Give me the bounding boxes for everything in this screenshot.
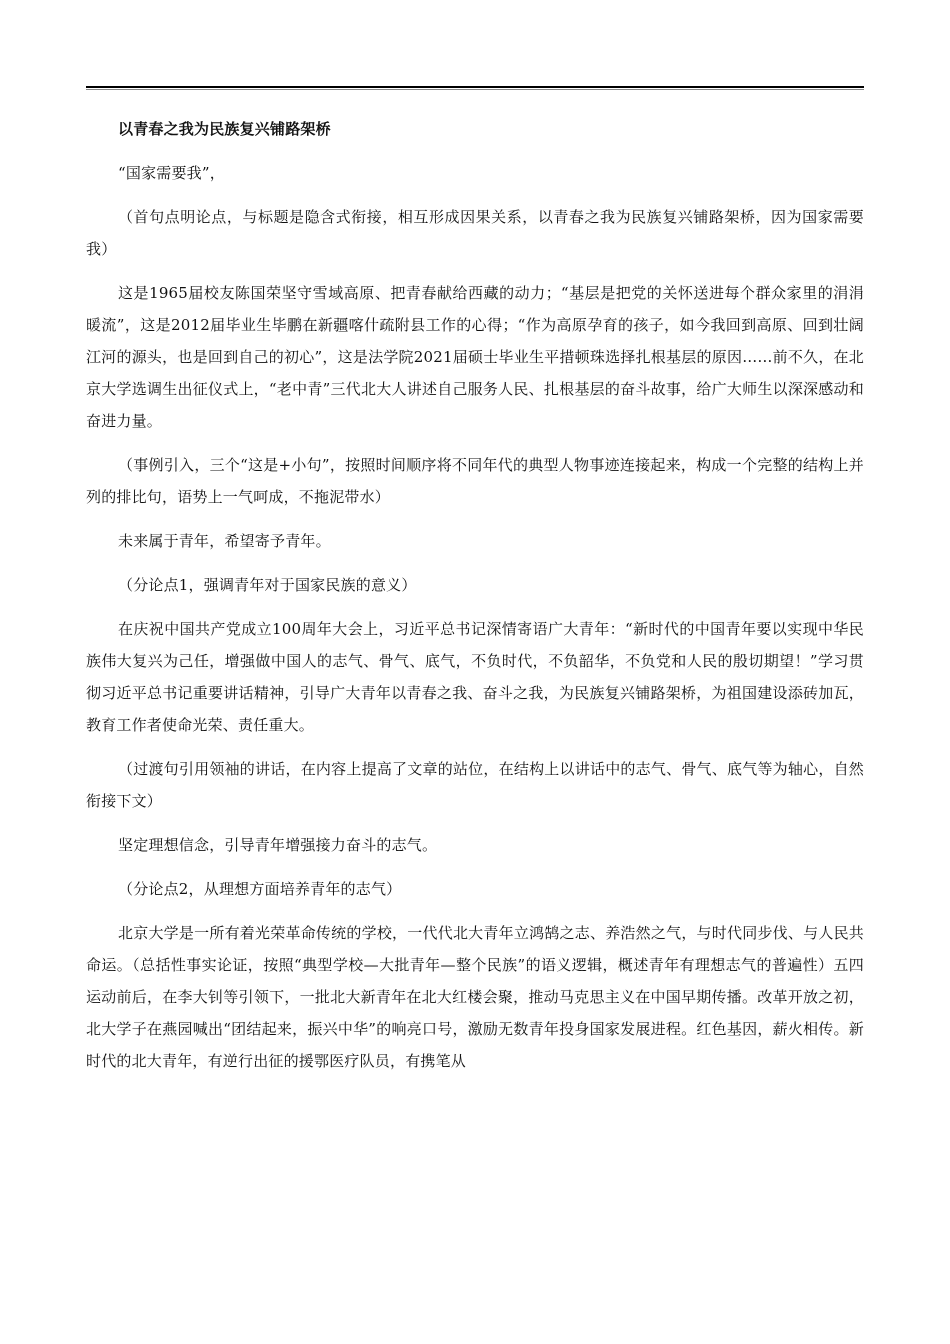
document-page xyxy=(86,113,864,1089)
header-rule xyxy=(86,86,864,88)
paragraph-body: 坚定理想信念，引导青年增强接力奋斗的志气。 xyxy=(118,836,438,854)
paragraph-body: 未来属于青年，希望寄予青年。 xyxy=(118,532,331,550)
paragraph-annotation: （首句点明论点，与标题是隐含式衔接，相互形成因果关系，以青春之我为民族复兴铺路架桥，因为国家需要我） xyxy=(86,208,864,258)
paragraph-annotation: （事例引入，三个“这是+小句”，按照时间顺序将不同年代的典型人物事迹连接起来，构成一个完整的结构上并列的排比句，语势上一气呵成，不拖泥带水） xyxy=(86,456,864,506)
paragraph-annotation: （分论点1，强调青年对于国家民族的意义） xyxy=(118,576,417,594)
paragraph-body: 北京大学是一所有着光荣革命传统的学校，一代代北大青年立鸿鹄之志、养浩然之气，与时代同步伐、与人民共命运。（总括性事实论证，按照“典型学校—大批青年—整个民族”的语义逻辑，概述青年有理想志气的普遍性）五四运动前后，在李大钊等引领下，一批北大新青年在北大红楼会聚，推动马克思主义在中国早期传播。改革开放之初，北大学子在燕园喊出“团结起来，振兴中华”的响亮口号，激励无数青年投身国家发展进程。红色基因，薪火相传。新时代的北大青年，有逆行出征的援鄂医疗队员，有携笔从 xyxy=(86,924,864,1070)
paragraph-annotation: （过渡句引用领袖的讲话，在内容上提高了文章的站位，在结构上以讲话中的志气、骨气、底气等为轴心，自然衔接下文） xyxy=(86,760,864,810)
paragraph-body: 这是1965届校友陈国荣坚守雪域高原、把青春献给西藏的动力；“基层是把党的关怀送进每个群众家里的涓涓暖流”，这是2012届毕业生毕鹏在新疆喀什疏附县工作的心得；“作为高原孕育的孩子，如今我回到高原、回到壮阔江河的源头，也是回到自己的初心”，这是法学院2021届硕士毕业生平措顿珠选择扎根基层的原因……前不久，在北京大学选调生出征仪式上，“老中青”三代北大人讲述自己服务人民、扎根基层的奋斗故事，给广大师生以深深感动和奋进力量。 xyxy=(86,284,864,430)
paragraph-annotation: （分论点2，从理想方面培养青年的志气） xyxy=(118,880,402,898)
paragraph-body: 在庆祝中国共产党成立100周年大会上，习近平总书记深情寄语广大青年：“新时代的中国青年要以实现中华民族伟大复兴为己任，增强做中国人的志气、骨气、底气，不负时代，不负韶华，不负党和人民的殷切期望！”学习贯彻习近平总书记重要讲话精神，引导广大青年以青春之我、奋斗之我，为民族复兴铺路架桥，为祖国建设添砖加瓦，教育工作者使命光荣、责任重大。 xyxy=(86,620,864,734)
document-title: 以青春之我为民族复兴铺路架桥 xyxy=(118,120,331,138)
paragraph-body: “国家需要我”， xyxy=(118,164,225,182)
